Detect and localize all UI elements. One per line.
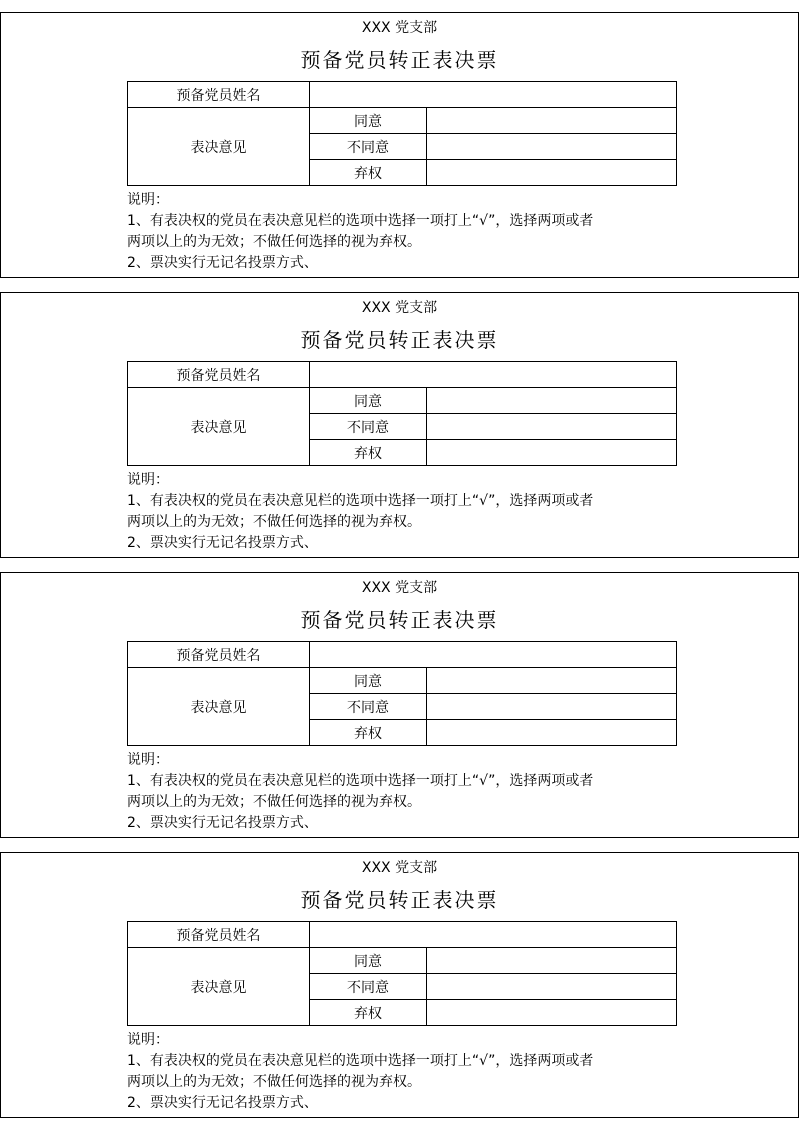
party-branch-name: XXX 党支部 (361, 20, 438, 36)
vote-table (127, 81, 677, 186)
option-agree-mark-cell[interactable] (427, 948, 677, 974)
instruction-2: 2、票决实行无记名投票方式、 (127, 815, 318, 831)
instructions-heading: 说明： (127, 1032, 169, 1048)
instructions (127, 1030, 687, 1114)
option-agree-mark-cell[interactable] (427, 668, 677, 694)
option-agree-label: 同意 (310, 388, 427, 414)
option-agree-label: 同意 (310, 108, 427, 134)
ballot-card (0, 852, 799, 1118)
ballot-title: 预备党员转正表决票 (300, 888, 499, 912)
candidate-name-field[interactable] (310, 82, 677, 108)
option-disagree-label: 不同意 (310, 974, 427, 1000)
instructions (127, 750, 687, 834)
option-abstain-label: 弃权 (310, 720, 427, 746)
instructions-heading: 说明： (127, 472, 169, 488)
instruction-1-line-1: 1、有表决权的党员在表决意见栏的选项中选择一项打上“√”，选择两项或者 (127, 773, 594, 789)
instructions-heading: 说明： (127, 752, 169, 768)
instruction-1-line-2: 两项以上的为无效；不做任何选择的视为弃权。 (127, 234, 421, 250)
option-abstain-mark-cell[interactable] (427, 440, 677, 466)
candidate-name-label: 预备党员姓名 (128, 362, 310, 388)
option-agree-label: 同意 (310, 668, 427, 694)
opinion-label: 表决意见 (128, 108, 310, 186)
opinion-label: 表决意见 (128, 388, 310, 466)
opinion-label: 表决意见 (128, 948, 310, 1026)
candidate-name-label: 预备党员姓名 (128, 82, 310, 108)
instruction-2: 2、票决实行无记名投票方式、 (127, 1095, 318, 1111)
option-agree-mark-cell[interactable] (427, 388, 677, 414)
option-abstain-mark-cell[interactable] (427, 1000, 677, 1026)
candidate-name-field[interactable] (310, 642, 677, 668)
option-agree-label: 同意 (310, 948, 427, 974)
option-disagree-label: 不同意 (310, 414, 427, 440)
candidate-name-field[interactable] (310, 922, 677, 948)
opinion-label: 表决意见 (128, 668, 310, 746)
option-disagree-label: 不同意 (310, 694, 427, 720)
instruction-1-line-2: 两项以上的为无效；不做任何选择的视为弃权。 (127, 1074, 421, 1090)
candidate-name-field[interactable] (310, 362, 677, 388)
party-branch-name: XXX 党支部 (361, 860, 438, 876)
ballot-card (0, 572, 799, 838)
option-disagree-label: 不同意 (310, 134, 427, 160)
option-agree-mark-cell[interactable] (427, 108, 677, 134)
option-disagree-mark-cell[interactable] (427, 134, 677, 160)
candidate-name-label: 预备党员姓名 (128, 642, 310, 668)
option-disagree-mark-cell[interactable] (427, 414, 677, 440)
option-disagree-mark-cell[interactable] (427, 694, 677, 720)
option-abstain-label: 弃权 (310, 160, 427, 186)
ballot-title: 预备党员转正表决票 (300, 48, 499, 72)
ballot-title: 预备党员转正表决票 (300, 608, 499, 632)
option-disagree-mark-cell[interactable] (427, 974, 677, 1000)
instruction-2: 2、票决实行无记名投票方式、 (127, 535, 318, 551)
instructions-heading: 说明： (127, 192, 169, 208)
instruction-1-line-2: 两项以上的为无效；不做任何选择的视为弃权。 (127, 514, 421, 530)
vote-table (127, 361, 677, 466)
ballot-card (0, 292, 799, 558)
option-abstain-label: 弃权 (310, 1000, 427, 1026)
instruction-2: 2、票决实行无记名投票方式、 (127, 255, 318, 271)
vote-table (127, 641, 677, 746)
party-branch-name: XXX 党支部 (361, 580, 438, 596)
instruction-1-line-1: 1、有表决权的党员在表决意见栏的选项中选择一项打上“√”，选择两项或者 (127, 493, 594, 509)
ballot-title: 预备党员转正表决票 (300, 328, 499, 352)
option-abstain-mark-cell[interactable] (427, 160, 677, 186)
option-abstain-mark-cell[interactable] (427, 720, 677, 746)
vote-table (127, 921, 677, 1026)
instruction-1-line-1: 1、有表决权的党员在表决意见栏的选项中选择一项打上“√”，选择两项或者 (127, 213, 594, 229)
instructions (127, 470, 687, 554)
instruction-1-line-2: 两项以上的为无效；不做任何选择的视为弃权。 (127, 794, 421, 810)
instructions (127, 190, 687, 274)
option-abstain-label: 弃权 (310, 440, 427, 466)
instruction-1-line-1: 1、有表决权的党员在表决意见栏的选项中选择一项打上“√”，选择两项或者 (127, 1053, 594, 1069)
party-branch-name: XXX 党支部 (361, 300, 438, 316)
candidate-name-label: 预备党员姓名 (128, 922, 310, 948)
ballot-card (0, 12, 799, 278)
